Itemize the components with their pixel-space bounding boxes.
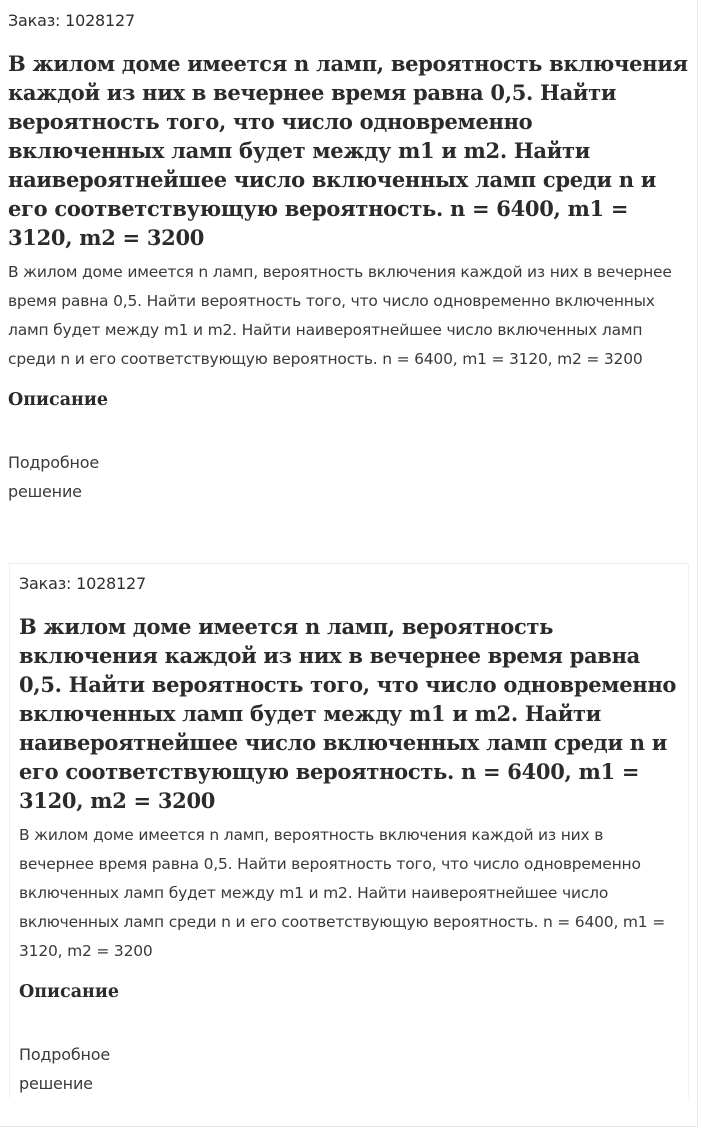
- task-text: В жилом доме имеется n ламп, вероятность включения каждой из них в вечернее время равна 0,5. Найти вероятность того, что число одновременно включенных ламп будет между m1 и m2. Найти наивероятнейшее число включенных ламп среди n и его соответствующую вероятность. n = 6400, m1 = 3120, m2 = 3200: [19, 826, 665, 960]
- description-heading: Описание: [8, 390, 108, 410]
- order-number: Заказ: 1028127: [19, 574, 146, 593]
- order-card-2: [9, 563, 689, 1098]
- description-text: Подробное решение: [8, 453, 99, 501]
- task-title: В жилом доме имеется n ламп, вероятность включения каждой из них в вечернее время равна 0,5. Найти вероятность того, что число одновременно включенных ламп будет между m1 и m2. Найти наивероятнейшее число включенных ламп среди n и его соответствующую вероятность. n = 6400, m1 = 3120, m2 = 3200: [8, 51, 688, 250]
- description-text: Подробное решение: [19, 1045, 110, 1093]
- task-title: В жилом доме имеется n ламп, вероятность включения каждой из них в вечернее время равна 0,5. Найти вероятность того, что число одновременно включенных ламп будет между m1 и m2. Найти наивероятнейшее число включенных ламп среди n и его соответствующую вероятность. n = 6400, m1 = 3120, m2 = 3200: [19, 614, 677, 813]
- order-card-1: [0, 0, 698, 506]
- task-text: В жилом доме имеется n ламп, вероятность включения каждой из них в вечернее время равна 0,5. Найти вероятность того, что число одновременно включенных ламп будет между m1 и m2. Найти наивероятнейшее число включенных ламп среди n и его соответствующую вероятность. n = 6400, m1 = 3120, m2 = 3200: [8, 263, 672, 368]
- description-heading: Описание: [19, 982, 119, 1002]
- order-number: Заказ: 1028127: [8, 11, 135, 30]
